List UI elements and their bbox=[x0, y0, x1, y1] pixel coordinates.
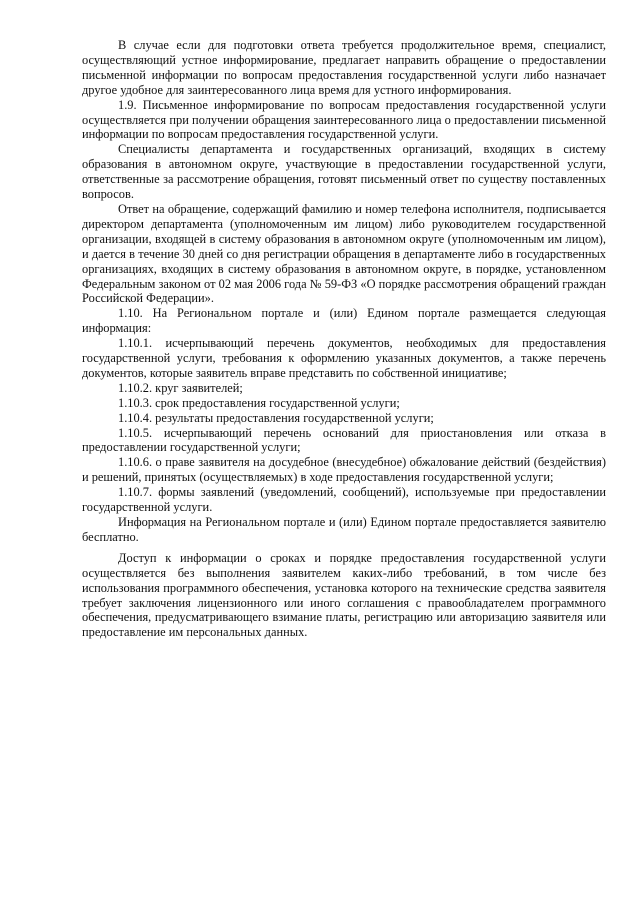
paragraph-response: Ответ на обращение, содержащий фамилию и номер телефона исполнителя, подписывается директором департамента (уполномоченным им лицом) либо руководителем государственной организации, входящей в систему образования в автономном округе (уполномоченным им лицом), и дается в течение 30 дней со дня регистрации обращения в департаменте либо в государственных организациях, входящих в систему образования в автономном округе, в порядке, установленном Федеральным законом от 02 мая 2006 года № 59-ФЗ «О порядке рассмотрения обращений граждан Российской Федерации». bbox=[82, 201, 606, 306]
paragraph-1: В случае если для подготовки ответа требуется продолжительное время, специалист, осуществляющий устное информирование, предлагает направить обращение о предоставлении письменной информации по вопросам предоставления государственной услуги либо назначает другое удобное для заинтересованного лица время для устного информирования. bbox=[82, 38, 606, 97]
document-body bbox=[82, 38, 606, 640]
paragraph-1-9: 1.9. Письменное информирование по вопросам предоставления государственной услуги осуществляется при получении обращения заинтересованного лица о предоставлении письменной информации по вопросам предоставления государственной услуги. bbox=[82, 97, 606, 142]
paragraph-access: Доступ к информации о сроках и порядке предоставления государственной услуги осуществляется без выполнения заявителем каких-либо требований, в том числе без использования программного обеспечения, установка которого на технические средства заявителя требует заключения лицензионного или иного соглашения с правообладателем программного обеспечения, предусматривающего взимание платы, регистрацию или авторизацию заявителя или предоставление им персональных данных. bbox=[82, 550, 606, 640]
paragraph-specialists: Специалисты департамента и государственных организаций, входящих в систему образования в автономном округе, участвующие в предоставлении государственной услуги, ответственные за рассмотрение обращения, готовят письменный ответ по существу поставленных вопросов. bbox=[82, 142, 606, 202]
paragraph-1-10-5: 1.10.5. исчерпывающий перечень оснований для приостановления или отказа в предоставлении государственной услуги; bbox=[82, 425, 606, 455]
paragraph-1-10-4: 1.10.4. результаты предоставления государственной услуги; bbox=[118, 410, 434, 425]
paragraph-1-10-7: 1.10.7. формы заявлений (уведомлений, сообщений), используемые при предоставлении государственной услуги. bbox=[82, 485, 606, 515]
paragraph-1-10-2: 1.10.2. круг заявителей; bbox=[118, 380, 243, 395]
paragraph-1-10-6: 1.10.6. о праве заявителя на досудебное (внесудебное) обжалование действий (бездействия) и решений, принятых (осуществляемых) в ходе предоставления государственной услуги; bbox=[82, 455, 606, 485]
paragraph-free-info: Информация на Региональном портале и (или) Едином портале предоставляется заявителю бесплатно. bbox=[82, 515, 606, 544]
paragraph-1-10: 1.10. На Региональном портале и (или) Едином портале размещается следующая информация: bbox=[82, 306, 606, 336]
paragraph-1-10-3: 1.10.3. срок предоставления государственной услуги; bbox=[118, 395, 400, 410]
paragraph-1-10-1: 1.10.1. исчерпывающий перечень документов, необходимых для предоставления государственной услуги, требования к оформлению указанных документов, а также перечень документов, которые заявитель вправе представить по собственной инициативе; bbox=[82, 336, 606, 380]
